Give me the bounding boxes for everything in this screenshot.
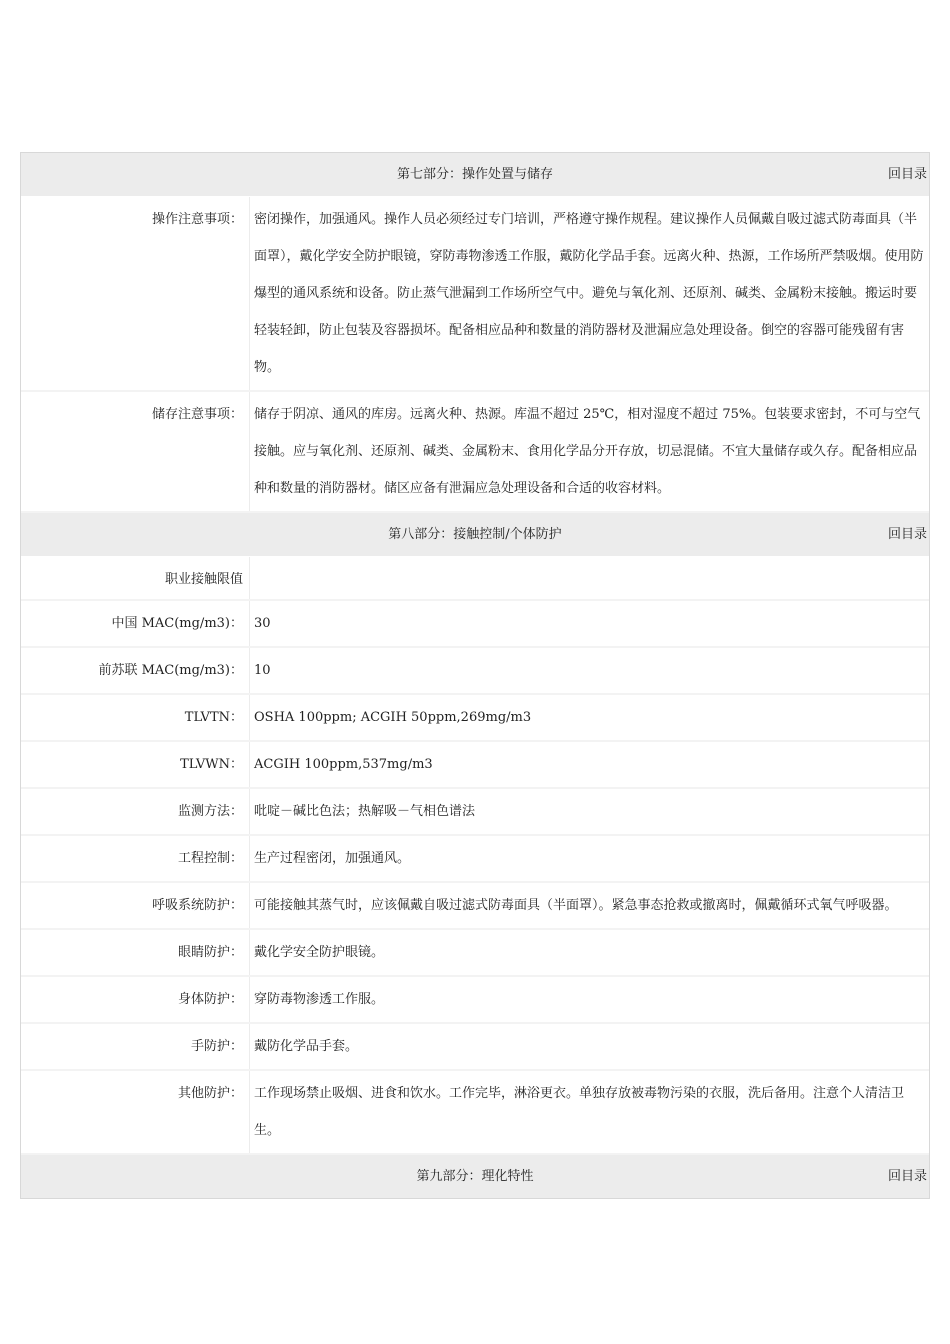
field-label: 眼睛防护： xyxy=(177,945,243,960)
field-label: 操作注意事项： xyxy=(151,212,243,227)
back-to-contents-link[interactable]: 回目录 xyxy=(887,1169,927,1184)
table-row xyxy=(21,1071,929,1155)
table-row xyxy=(21,648,929,695)
field-label: 身体防护： xyxy=(177,992,243,1007)
field-label: TLVWN： xyxy=(180,757,243,772)
field-value: 生产过程密闭，加强通风。 xyxy=(249,836,929,881)
field-label: 其他防护： xyxy=(177,1086,243,1101)
table-row xyxy=(21,930,929,977)
section-7-header xyxy=(21,153,929,197)
table-row xyxy=(21,836,929,883)
field-value: OSHA 100ppm; ACGIH 50ppm,269mg/m3 xyxy=(249,695,929,740)
field-value: 可能接触其蒸气时，应该佩戴自吸过滤式防毒面具（半面罩）。紧急事态抢救或撤离时，佩戴循环式氧气呼吸器。 xyxy=(249,883,929,928)
table-row xyxy=(21,1024,929,1071)
table-row xyxy=(21,695,929,742)
table-row xyxy=(21,883,929,930)
section-9-header xyxy=(21,1155,929,1198)
field-value xyxy=(249,557,929,599)
table-row xyxy=(21,392,929,513)
section-8-header xyxy=(21,513,929,557)
field-label: 监测方法： xyxy=(177,804,243,819)
field-label: 前苏联 MAC(mg/m3)： xyxy=(98,663,243,678)
field-label: 手防护： xyxy=(190,1039,243,1054)
table-row xyxy=(21,789,929,836)
table-row xyxy=(21,977,929,1024)
field-label: 储存注意事项： xyxy=(151,407,243,422)
field-value: 密闭操作，加强通风。操作人员必须经过专门培训，严格遵守操作规程。建议操作人员佩戴自吸过滤式防毒面具（半面罩），戴化学安全防护眼镜，穿防毒物渗透工作服，戴防化学品手套。远离火种、热源，工作场所严禁吸烟。使用防爆型的通风系统和设备。防止蒸气泄漏到工作场所空气中。避免与氧化剂、还原剂、碱类、金属粉末接触。搬运时要轻装轻卸，防止包装及容器损坏。配备相应品种和数量的消防器材及泄漏应急处理设备。倒空的容器可能残留有害物。 xyxy=(249,197,929,390)
table-row xyxy=(21,742,929,789)
field-value: 吡啶－碱比色法；热解吸－气相色谱法 xyxy=(249,789,929,834)
section-9-title: 第九部分：理化特性 xyxy=(416,1169,534,1184)
field-value: 戴化学安全防护眼镜。 xyxy=(249,930,929,975)
field-label: 呼吸系统防护： xyxy=(151,898,243,913)
back-to-contents-link[interactable]: 回目录 xyxy=(887,167,927,182)
field-label: 职业接触限值 xyxy=(164,572,243,587)
section-8-title: 第八部分：接触控制/个体防护 xyxy=(388,527,562,542)
field-label: TLVTN： xyxy=(184,710,243,725)
table-row xyxy=(21,557,929,601)
field-label: 工程控制： xyxy=(177,851,243,866)
field-value: 30 xyxy=(249,601,929,646)
section-7-title: 第七部分：操作处置与储存 xyxy=(396,167,553,182)
field-value: 10 xyxy=(249,648,929,693)
back-to-contents-link[interactable]: 回目录 xyxy=(887,527,927,542)
table-row xyxy=(21,601,929,648)
table-row xyxy=(21,197,929,392)
field-value: 工作现场禁止吸烟、进食和饮水。工作完毕，淋浴更衣。单独存放被毒物污染的衣服，洗后备用。注意个人清洁卫生。 xyxy=(249,1071,929,1153)
field-value: 储存于阴凉、通风的库房。远离火种、热源。库温不超过 25℃，相对湿度不超过 75%。包装要求密封，不可与空气接触。应与氧化剂、还原剂、碱类、金属粉末、食用化学品分开存放，切忌混储。不宜大量储存或久存。配备相应品种和数量的消防器材。储区应备有泄漏应急处理设备和合适的收容材料。 xyxy=(249,392,929,511)
field-value: 穿防毒物渗透工作服。 xyxy=(249,977,929,1022)
field-value: ACGIH 100ppm,537mg/m3 xyxy=(249,742,929,787)
msds-table xyxy=(20,152,930,1199)
field-value: 戴防化学品手套。 xyxy=(249,1024,929,1069)
field-label: 中国 MAC(mg/m3)： xyxy=(111,616,243,631)
